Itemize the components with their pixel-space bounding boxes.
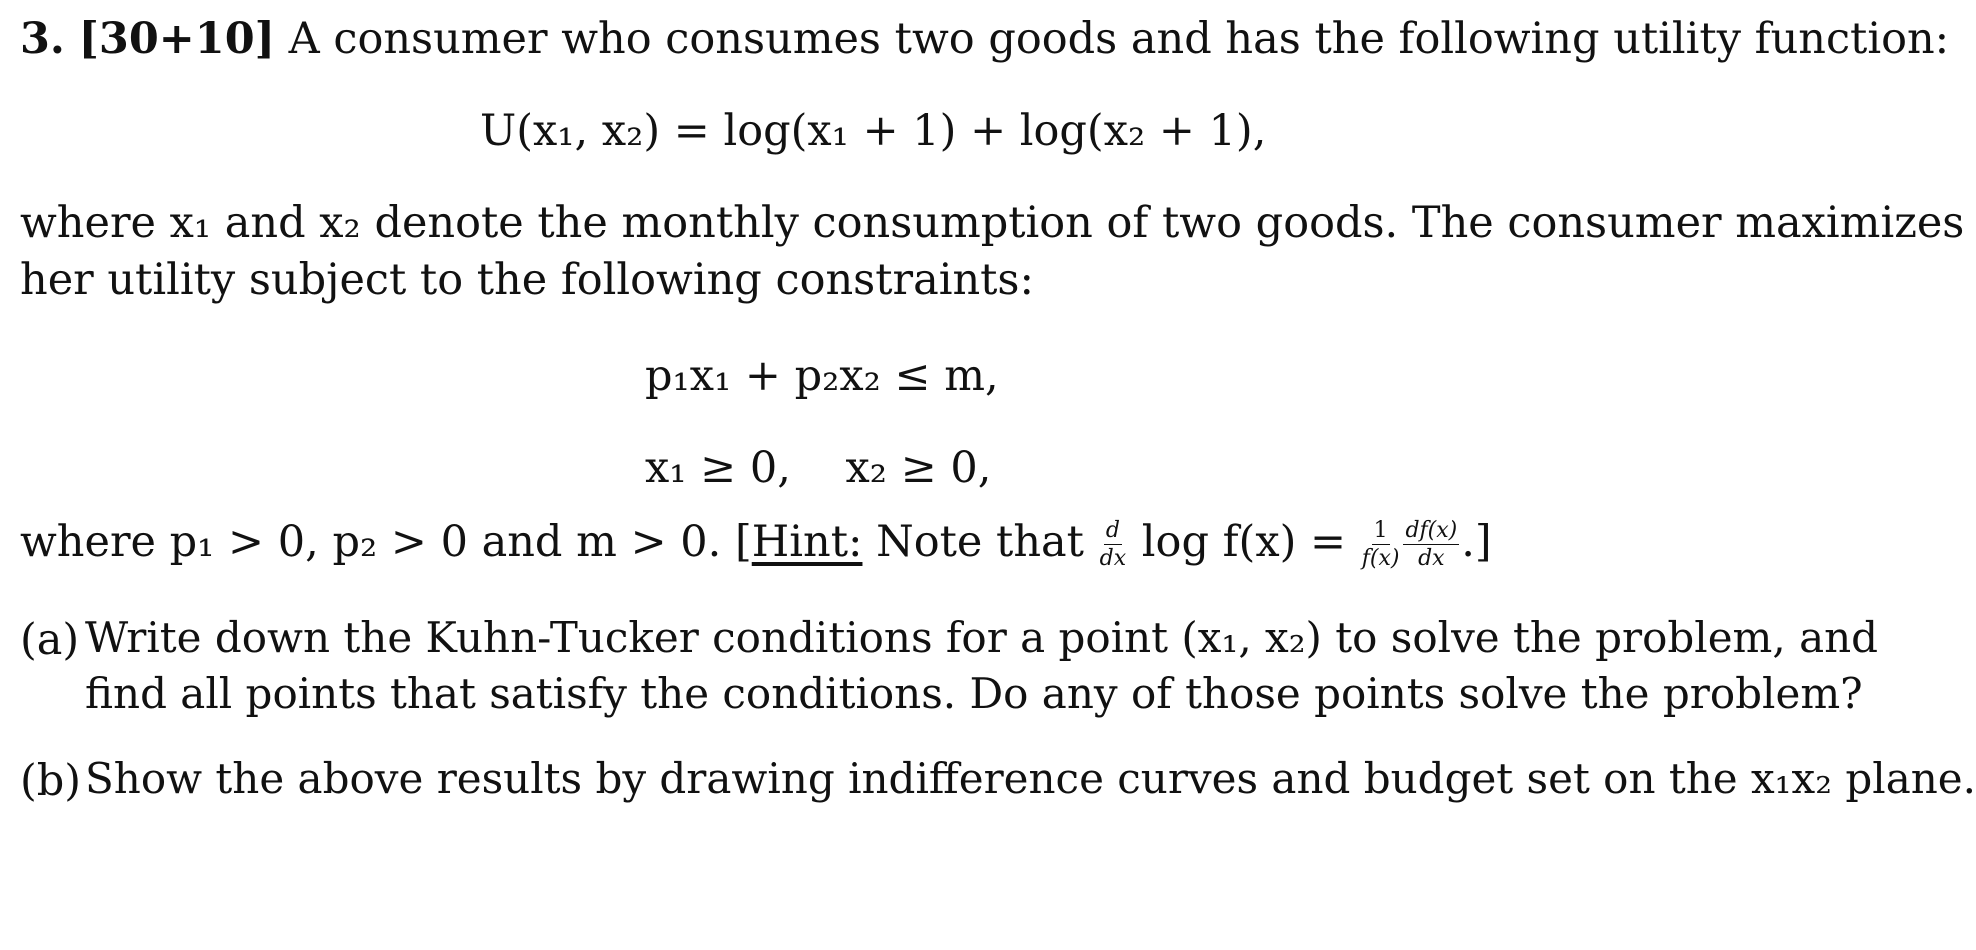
df-numerator: df(x)	[1405, 518, 1458, 543]
hint-label: Hint:	[751, 517, 863, 567]
part-a-line-1: Write down the Kuhn-Tucker conditions for a point (x₁, x₂) to solve the problem, and	[85, 613, 1879, 662]
problem-header	[20, 14, 1950, 64]
reciprocal-denominator: f(x)	[1361, 546, 1400, 571]
log-f-of-x: log f(x) =	[1141, 517, 1347, 567]
derivative-operator	[1100, 520, 1127, 570]
budget-constraint: p₁x₁ + p₂x₂ ≤ m,	[645, 351, 999, 401]
df-denominator: dx	[1418, 546, 1445, 571]
hint-text: Note that	[876, 517, 1084, 567]
problem-intro: A consumer who consumes two goods and has the following utility function:	[288, 14, 1950, 64]
reciprocal-numerator: 1	[1373, 518, 1388, 543]
parameter-conditions: where p₁ > 0, p₂ > 0 and m > 0.	[20, 517, 722, 567]
derivative-numerator: d	[1105, 518, 1120, 543]
part-a-line-2: find all points that satisfy the conditions. Do any of those points solve the problem?	[85, 669, 1863, 718]
part-a-label: (a)	[20, 615, 80, 665]
derivative-denominator: dx	[1099, 546, 1127, 571]
where-line-1: where x₁ and x₂ denote the monthly consumption of two goods. The consumer maximizes	[20, 198, 1965, 248]
problem-points: [30+10]	[78, 14, 275, 64]
reciprocal-fraction	[1362, 520, 1400, 570]
problem-number: 3.	[20, 14, 65, 64]
part-b-label: (b)	[20, 756, 82, 806]
hint-open-bracket: [	[734, 517, 752, 567]
where-line-2: her utility subject to the following constraints:	[20, 255, 1034, 305]
utility-equation: U(x₁, x₂) = log(x₁ + 1) + log(x₂ + 1),	[480, 106, 1267, 156]
part-b-line-1: Show the above results by drawing indifference curves and budget set on the x₁x₂ plane.	[85, 754, 1976, 803]
hint-close: .]	[1461, 517, 1492, 567]
df-dx-fraction	[1403, 520, 1459, 570]
nonnegativity-constraint: x₁ ≥ 0, x₂ ≥ 0,	[645, 443, 992, 493]
hint-line	[20, 517, 1492, 571]
